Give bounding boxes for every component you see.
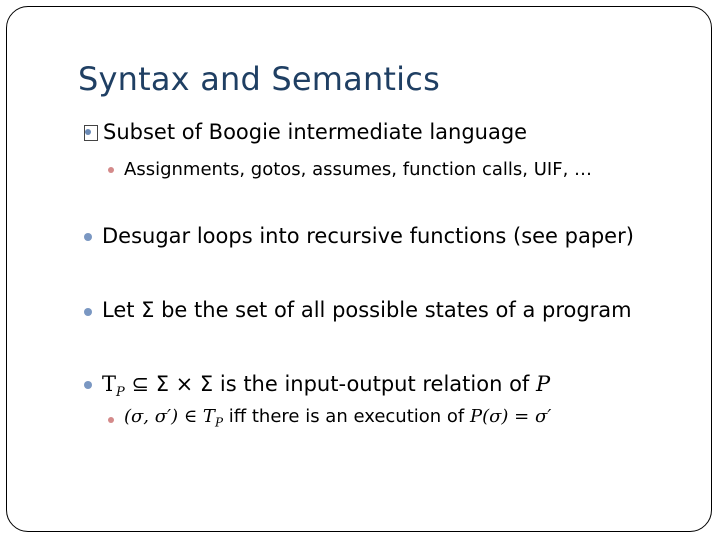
bullet-dot-icon	[84, 381, 92, 389]
bullet-text: Desugar loops into recursive functions (see paper)	[102, 224, 634, 248]
bullet-item	[102, 298, 632, 322]
bullet-text: Subset of Boogie intermediate language	[103, 120, 528, 144]
bullet-dot-icon	[84, 308, 92, 316]
bullet-dot-icon	[108, 417, 114, 423]
math-pair-expression: (σ, σ′) ∈ $T_P$	[124, 406, 224, 430]
math-relation-symbol: $T_P$	[102, 372, 125, 401]
math-execution-expression: P(σ) = σ′	[469, 406, 552, 427]
bullet-dot-icon	[108, 167, 114, 173]
bullet-item	[102, 224, 634, 248]
sub-bullet-item	[124, 159, 592, 180]
slide-title: Syntax and Semantics	[78, 60, 440, 98]
sub-bullet-item-math	[124, 406, 551, 430]
bullet-text: Let Σ be the set of all possible states of a program	[102, 298, 632, 322]
bullet-text: ⊆ Σ × Σ is the input-output relation of	[124, 372, 536, 396]
math-program-symbol: P	[536, 372, 551, 396]
bullet-item	[84, 120, 527, 144]
bullet-item-math	[102, 372, 550, 400]
bullet-dot-icon	[84, 233, 92, 241]
bullet-text: Assignments, gotos, assumes, function calls, UIF, …	[124, 159, 593, 180]
missing-glyph-icon	[84, 125, 98, 141]
bullet-text: iff there is an execution of	[223, 406, 470, 427]
